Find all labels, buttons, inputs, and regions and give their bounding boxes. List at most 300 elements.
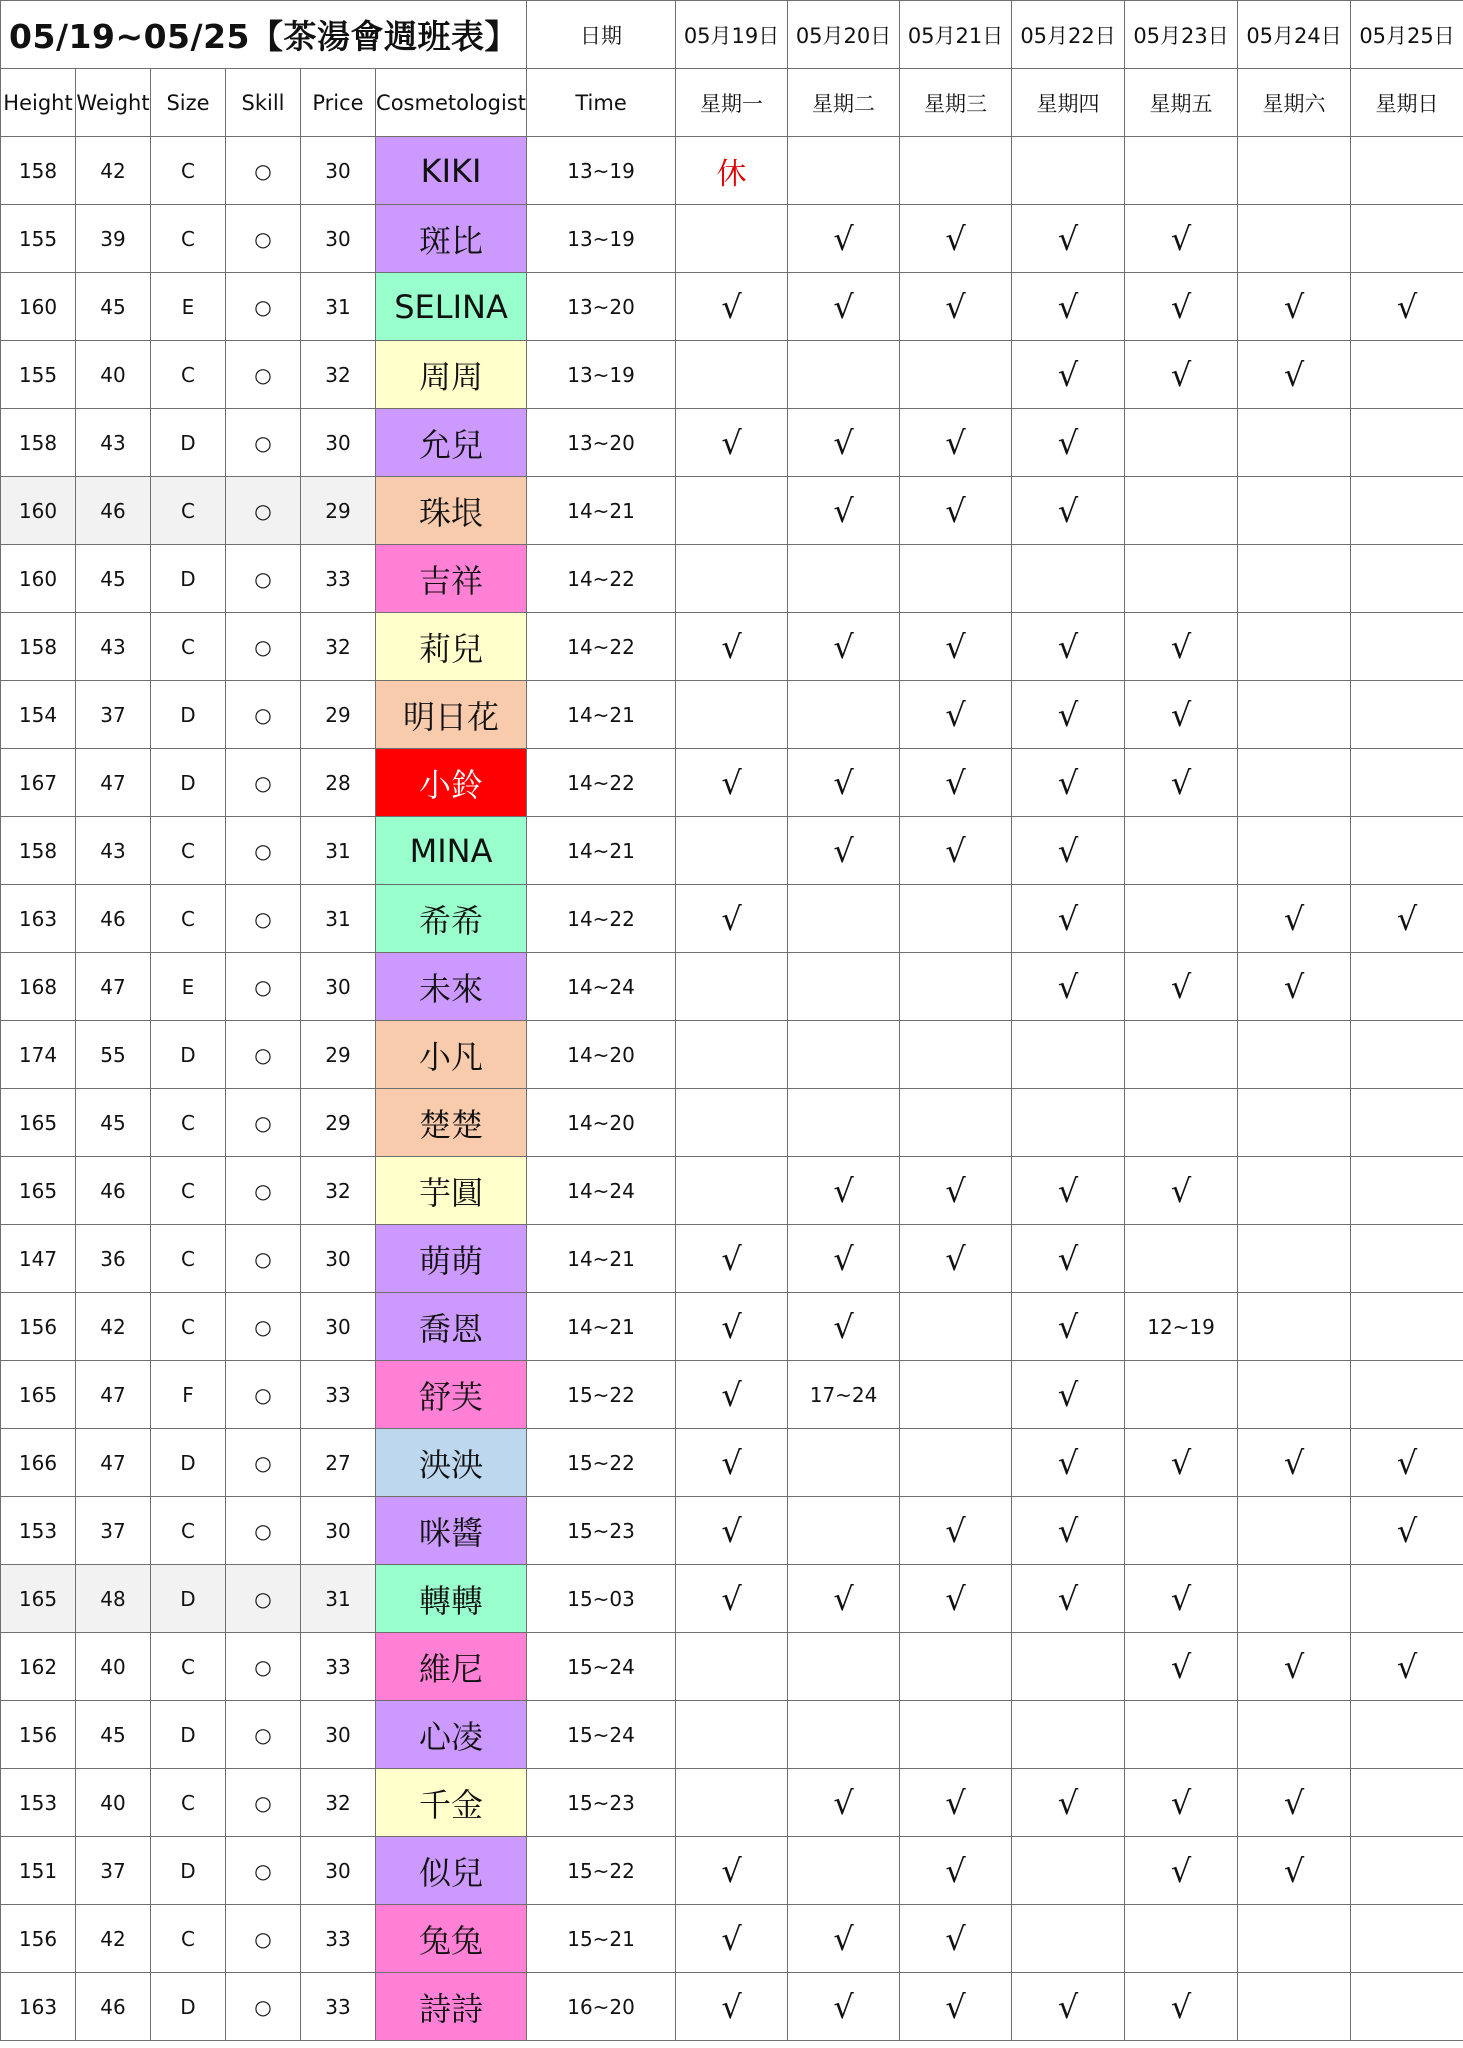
skill-mark: ○ xyxy=(226,613,301,681)
day-cell xyxy=(788,953,900,1021)
day-cell xyxy=(1351,409,1463,477)
shift-check-mark: √ xyxy=(1238,1633,1351,1701)
shift-check-mark: √ xyxy=(1238,885,1351,953)
price-cell: 28 xyxy=(301,749,376,817)
height-cell: 154 xyxy=(1,681,76,749)
weight-cell: 47 xyxy=(76,1361,151,1429)
date-label: 日期 xyxy=(527,1,676,69)
time-cell: 14~20 xyxy=(527,1089,676,1157)
size-cell: D xyxy=(151,409,226,477)
day-cell xyxy=(1238,1565,1351,1633)
cosmetologist-name: 小凡 xyxy=(376,1021,527,1089)
size-cell: D xyxy=(151,1021,226,1089)
height-cell: 147 xyxy=(1,1225,76,1293)
shift-check-mark: √ xyxy=(1125,1633,1238,1701)
price-cell: 27 xyxy=(301,1429,376,1497)
height-cell: 165 xyxy=(1,1361,76,1429)
table-row xyxy=(1,409,1463,477)
day-cell xyxy=(1238,613,1351,681)
table-row xyxy=(1,1837,1463,1905)
skill-mark: ○ xyxy=(226,1701,301,1769)
time-cell: 15~22 xyxy=(527,1361,676,1429)
day-cell xyxy=(1351,1361,1463,1429)
skill-mark: ○ xyxy=(226,1429,301,1497)
day-cell xyxy=(1351,341,1463,409)
weight-cell: 43 xyxy=(76,817,151,885)
time-cell: 13~19 xyxy=(527,137,676,205)
day-cell xyxy=(900,1361,1012,1429)
shift-check-mark: √ xyxy=(1351,1633,1463,1701)
price-cell: 32 xyxy=(301,341,376,409)
price-cell: 32 xyxy=(301,1769,376,1837)
day-cell xyxy=(676,341,788,409)
day-cell xyxy=(788,1089,900,1157)
skill-mark: ○ xyxy=(226,409,301,477)
skill-mark: ○ xyxy=(226,1497,301,1565)
title-row xyxy=(1,1,1463,69)
table-row xyxy=(1,1973,1463,2041)
cosmetologist-name: 未來 xyxy=(376,953,527,1021)
cosmetologist-name: SELINA xyxy=(376,273,527,341)
weight-cell: 47 xyxy=(76,1429,151,1497)
skill-mark: ○ xyxy=(226,1837,301,1905)
shift-check-mark: √ xyxy=(1125,273,1238,341)
size-cell: C xyxy=(151,817,226,885)
shift-check-mark: √ xyxy=(900,613,1012,681)
shift-check-mark: √ xyxy=(900,1157,1012,1225)
height-cell: 160 xyxy=(1,273,76,341)
day-cell xyxy=(1351,1565,1463,1633)
shift-check-mark: √ xyxy=(788,205,900,273)
size-cell: D xyxy=(151,1973,226,2041)
shift-check-mark: √ xyxy=(788,273,900,341)
time-cell: 15~03 xyxy=(527,1565,676,1633)
size-cell: D xyxy=(151,681,226,749)
height-cell: 165 xyxy=(1,1565,76,1633)
day-cell xyxy=(1238,1905,1351,1973)
height-cell: 156 xyxy=(1,1905,76,1973)
table-row xyxy=(1,885,1463,953)
shift-hours: 12~19 xyxy=(1125,1293,1238,1361)
weekday-header: 星期二 xyxy=(788,69,900,137)
weight-cell: 42 xyxy=(76,137,151,205)
cosmetologist-name: 千金 xyxy=(376,1769,527,1837)
day-cell xyxy=(1351,1973,1463,2041)
size-cell: C xyxy=(151,341,226,409)
price-cell: 33 xyxy=(301,1905,376,1973)
shift-check-mark: √ xyxy=(1012,1565,1125,1633)
skill-mark: ○ xyxy=(226,1973,301,2041)
table-row xyxy=(1,1633,1463,1701)
size-cell: D xyxy=(151,545,226,613)
day-cell xyxy=(1238,749,1351,817)
day-cell xyxy=(788,1429,900,1497)
shift-check-mark: √ xyxy=(1012,681,1125,749)
table-row xyxy=(1,477,1463,545)
shift-check-mark: √ xyxy=(676,1497,788,1565)
price-cell: 30 xyxy=(301,409,376,477)
shift-check-mark: √ xyxy=(1125,1769,1238,1837)
shift-check-mark: √ xyxy=(1012,409,1125,477)
shift-check-mark: √ xyxy=(676,1565,788,1633)
cosmetologist-name: 楚楚 xyxy=(376,1089,527,1157)
time-cell: 13~19 xyxy=(527,205,676,273)
height-cell: 158 xyxy=(1,409,76,477)
height-cell: 153 xyxy=(1,1769,76,1837)
skill-mark: ○ xyxy=(226,749,301,817)
cosmetologist-name: 萌萌 xyxy=(376,1225,527,1293)
price-cell: 31 xyxy=(301,885,376,953)
day-cell xyxy=(1012,1633,1125,1701)
day-cell xyxy=(900,885,1012,953)
height-cell: 166 xyxy=(1,1429,76,1497)
shift-check-mark: √ xyxy=(900,1837,1012,1905)
shift-check-mark: √ xyxy=(676,1837,788,1905)
weight-cell: 46 xyxy=(76,1157,151,1225)
skill-mark: ○ xyxy=(226,1225,301,1293)
height-cell: 163 xyxy=(1,885,76,953)
day-cell xyxy=(676,477,788,545)
day-cell xyxy=(900,341,1012,409)
cosmetologist-name: 喬恩 xyxy=(376,1293,527,1361)
size-cell: C xyxy=(151,613,226,681)
price-cell: 33 xyxy=(301,545,376,613)
day-cell xyxy=(676,681,788,749)
weight-cell: 46 xyxy=(76,1973,151,2041)
size-cell: F xyxy=(151,1361,226,1429)
column-header-price: Price xyxy=(301,69,376,137)
shift-check-mark: √ xyxy=(1012,1225,1125,1293)
day-cell xyxy=(1351,1157,1463,1225)
table-row xyxy=(1,137,1463,205)
shift-check-mark: √ xyxy=(1238,1769,1351,1837)
shift-check-mark: √ xyxy=(676,885,788,953)
cosmetologist-name: 明日花 xyxy=(376,681,527,749)
time-cell: 14~21 xyxy=(527,681,676,749)
weight-cell: 37 xyxy=(76,681,151,749)
shift-check-mark: √ xyxy=(1012,1429,1125,1497)
shift-check-mark: √ xyxy=(1125,749,1238,817)
table-row xyxy=(1,1769,1463,1837)
shift-check-mark: √ xyxy=(1125,1837,1238,1905)
day-cell xyxy=(1238,205,1351,273)
size-cell: C xyxy=(151,1157,226,1225)
shift-check-mark: √ xyxy=(676,1225,788,1293)
day-cell xyxy=(1125,545,1238,613)
table-row xyxy=(1,613,1463,681)
time-cell: 14~21 xyxy=(527,477,676,545)
time-cell: 15~23 xyxy=(527,1769,676,1837)
skill-mark: ○ xyxy=(226,1905,301,1973)
cosmetologist-name: 泱泱 xyxy=(376,1429,527,1497)
shift-check-mark: √ xyxy=(1125,613,1238,681)
day-cell xyxy=(1238,409,1351,477)
shift-check-mark: √ xyxy=(1125,1973,1238,2041)
shift-check-mark: √ xyxy=(900,409,1012,477)
shift-check-mark: √ xyxy=(1238,1837,1351,1905)
day-cell xyxy=(1125,1225,1238,1293)
shift-check-mark: √ xyxy=(900,817,1012,885)
shift-check-mark: √ xyxy=(1238,953,1351,1021)
day-cell xyxy=(1238,1973,1351,2041)
time-cell: 16~20 xyxy=(527,1973,676,2041)
day-cell xyxy=(1012,545,1125,613)
shift-check-mark: √ xyxy=(1351,273,1463,341)
size-cell: D xyxy=(151,1565,226,1633)
cosmetologist-name: 轉轉 xyxy=(376,1565,527,1633)
day-cell xyxy=(1238,1021,1351,1089)
price-cell: 29 xyxy=(301,1021,376,1089)
height-cell: 151 xyxy=(1,1837,76,1905)
shift-check-mark: √ xyxy=(788,1157,900,1225)
time-cell: 13~19 xyxy=(527,341,676,409)
day-cell xyxy=(1238,681,1351,749)
height-cell: 160 xyxy=(1,545,76,613)
size-cell: C xyxy=(151,1089,226,1157)
day-cell xyxy=(676,1089,788,1157)
shift-check-mark: √ xyxy=(1238,341,1351,409)
day-cell xyxy=(788,341,900,409)
cosmetologist-name: 兔兔 xyxy=(376,1905,527,1973)
table-row xyxy=(1,1361,1463,1429)
size-cell: D xyxy=(151,1429,226,1497)
price-cell: 29 xyxy=(301,681,376,749)
day-cell xyxy=(1012,1021,1125,1089)
price-cell: 32 xyxy=(301,1157,376,1225)
date-header: 05月24日 xyxy=(1238,1,1351,69)
height-cell: 163 xyxy=(1,1973,76,2041)
shift-check-mark: √ xyxy=(788,1565,900,1633)
shift-check-mark: √ xyxy=(1012,205,1125,273)
skill-mark: ○ xyxy=(226,885,301,953)
cosmetologist-name: MINA xyxy=(376,817,527,885)
height-cell: 158 xyxy=(1,137,76,205)
height-cell: 165 xyxy=(1,1089,76,1157)
shift-check-mark: √ xyxy=(1012,341,1125,409)
day-cell xyxy=(676,1769,788,1837)
day-cell xyxy=(788,545,900,613)
price-cell: 30 xyxy=(301,1497,376,1565)
shift-check-mark: √ xyxy=(900,1905,1012,1973)
size-cell: C xyxy=(151,137,226,205)
cosmetologist-name: 允兒 xyxy=(376,409,527,477)
day-cell xyxy=(1351,817,1463,885)
size-cell: E xyxy=(151,273,226,341)
day-cell xyxy=(1238,1293,1351,1361)
cosmetologist-name: 莉兒 xyxy=(376,613,527,681)
height-cell: 160 xyxy=(1,477,76,545)
price-cell: 33 xyxy=(301,1361,376,1429)
day-cell xyxy=(788,681,900,749)
day-cell xyxy=(1125,1905,1238,1973)
shift-check-mark: √ xyxy=(900,1497,1012,1565)
size-cell: C xyxy=(151,1633,226,1701)
day-cell xyxy=(900,137,1012,205)
day-cell xyxy=(676,545,788,613)
height-cell: 156 xyxy=(1,1293,76,1361)
table-row xyxy=(1,681,1463,749)
table-row xyxy=(1,1021,1463,1089)
cosmetologist-name: 吉祥 xyxy=(376,545,527,613)
skill-mark: ○ xyxy=(226,341,301,409)
shift-check-mark: √ xyxy=(1012,1293,1125,1361)
shift-check-mark: √ xyxy=(1012,1973,1125,2041)
day-cell xyxy=(1238,477,1351,545)
height-cell: 155 xyxy=(1,205,76,273)
day-cell xyxy=(1012,1701,1125,1769)
time-cell: 15~24 xyxy=(527,1701,676,1769)
weight-cell: 36 xyxy=(76,1225,151,1293)
time-cell: 14~22 xyxy=(527,885,676,953)
day-cell xyxy=(1012,137,1125,205)
day-cell xyxy=(1125,137,1238,205)
price-cell: 30 xyxy=(301,1225,376,1293)
height-cell: 156 xyxy=(1,1701,76,1769)
weight-cell: 40 xyxy=(76,341,151,409)
day-cell xyxy=(788,1837,900,1905)
skill-mark: ○ xyxy=(226,545,301,613)
day-cell xyxy=(900,1701,1012,1769)
day-cell xyxy=(1351,477,1463,545)
day-cell xyxy=(1238,1361,1351,1429)
shift-check-mark: √ xyxy=(900,1769,1012,1837)
day-cell xyxy=(1238,1701,1351,1769)
shift-check-mark: √ xyxy=(1012,749,1125,817)
cosmetologist-name: 芋圓 xyxy=(376,1157,527,1225)
date-header: 05月25日 xyxy=(1351,1,1463,69)
shift-check-mark: √ xyxy=(900,1973,1012,2041)
shift-hours: 17~24 xyxy=(788,1361,900,1429)
price-cell: 32 xyxy=(301,613,376,681)
weight-cell: 46 xyxy=(76,885,151,953)
weight-cell: 42 xyxy=(76,1905,151,1973)
day-cell xyxy=(676,205,788,273)
cosmetologist-name: 似兒 xyxy=(376,1837,527,1905)
table-row xyxy=(1,1429,1463,1497)
table-row xyxy=(1,953,1463,1021)
shift-check-mark: √ xyxy=(1125,681,1238,749)
day-cell xyxy=(1351,1021,1463,1089)
day-cell xyxy=(900,953,1012,1021)
date-header: 05月23日 xyxy=(1125,1,1238,69)
weight-cell: 43 xyxy=(76,409,151,477)
skill-mark: ○ xyxy=(226,1769,301,1837)
shift-check-mark: √ xyxy=(788,749,900,817)
date-header: 05月22日 xyxy=(1012,1,1125,69)
price-cell: 29 xyxy=(301,477,376,545)
shift-check-mark: √ xyxy=(676,613,788,681)
size-cell: C xyxy=(151,1293,226,1361)
weight-cell: 45 xyxy=(76,1701,151,1769)
size-cell: D xyxy=(151,1837,226,1905)
skill-mark: ○ xyxy=(226,1089,301,1157)
day-cell xyxy=(1125,409,1238,477)
shift-check-mark: √ xyxy=(676,1429,788,1497)
weight-cell: 43 xyxy=(76,613,151,681)
shift-check-mark: √ xyxy=(676,273,788,341)
day-cell xyxy=(1351,613,1463,681)
day-cell xyxy=(788,1021,900,1089)
weight-cell: 46 xyxy=(76,477,151,545)
time-cell: 14~21 xyxy=(527,1293,676,1361)
shift-check-mark: √ xyxy=(1012,477,1125,545)
day-cell xyxy=(900,545,1012,613)
shift-check-mark: √ xyxy=(788,1769,900,1837)
height-cell: 167 xyxy=(1,749,76,817)
day-cell xyxy=(1351,681,1463,749)
cosmetologist-name: 維尼 xyxy=(376,1633,527,1701)
skill-mark: ○ xyxy=(226,205,301,273)
price-cell: 30 xyxy=(301,953,376,1021)
day-cell xyxy=(900,1021,1012,1089)
day-cell xyxy=(676,817,788,885)
size-cell: C xyxy=(151,1905,226,1973)
day-cell xyxy=(900,1089,1012,1157)
day-cell xyxy=(1125,477,1238,545)
shift-check-mark: √ xyxy=(1012,1497,1125,1565)
height-cell: 162 xyxy=(1,1633,76,1701)
day-cell xyxy=(1238,817,1351,885)
skill-mark: ○ xyxy=(226,137,301,205)
time-cell: 15~22 xyxy=(527,1429,676,1497)
day-cell xyxy=(900,1429,1012,1497)
height-cell: 158 xyxy=(1,817,76,885)
weight-cell: 37 xyxy=(76,1837,151,1905)
shift-check-mark: √ xyxy=(1012,613,1125,681)
weight-cell: 40 xyxy=(76,1769,151,1837)
shift-check-mark: √ xyxy=(788,409,900,477)
column-header-cosmetologist: Cosmetologist xyxy=(376,69,527,137)
price-cell: 30 xyxy=(301,137,376,205)
table-row xyxy=(1,1225,1463,1293)
time-cell: 15~24 xyxy=(527,1633,676,1701)
day-cell xyxy=(1351,1769,1463,1837)
day-cell xyxy=(788,1701,900,1769)
skill-mark: ○ xyxy=(226,1157,301,1225)
day-cell xyxy=(1125,1497,1238,1565)
shift-check-mark: √ xyxy=(1012,1361,1125,1429)
column-header-time: Time xyxy=(527,69,676,137)
price-cell: 30 xyxy=(301,205,376,273)
size-cell: C xyxy=(151,1225,226,1293)
time-cell: 14~22 xyxy=(527,749,676,817)
shift-check-mark: √ xyxy=(1012,1157,1125,1225)
table-row xyxy=(1,205,1463,273)
time-cell: 15~21 xyxy=(527,1905,676,1973)
time-cell: 14~22 xyxy=(527,613,676,681)
table-row xyxy=(1,1905,1463,1973)
cosmetologist-name: 詩詩 xyxy=(376,1973,527,2041)
day-cell xyxy=(676,1021,788,1089)
height-cell: 168 xyxy=(1,953,76,1021)
day-cell xyxy=(1351,1293,1463,1361)
time-cell: 14~24 xyxy=(527,1157,676,1225)
day-cell xyxy=(788,1497,900,1565)
day-cell xyxy=(1351,1225,1463,1293)
day-cell xyxy=(1238,545,1351,613)
day-cell xyxy=(788,137,900,205)
column-header-size: Size xyxy=(151,69,226,137)
column-header-height: Height xyxy=(1,69,76,137)
shift-check-mark: √ xyxy=(1125,1429,1238,1497)
cosmetologist-name: 珠垠 xyxy=(376,477,527,545)
day-cell xyxy=(788,1633,900,1701)
shift-check-mark: √ xyxy=(788,613,900,681)
shift-check-mark: √ xyxy=(900,1565,1012,1633)
table-row xyxy=(1,1701,1463,1769)
table-row xyxy=(1,817,1463,885)
shift-check-mark: √ xyxy=(900,205,1012,273)
